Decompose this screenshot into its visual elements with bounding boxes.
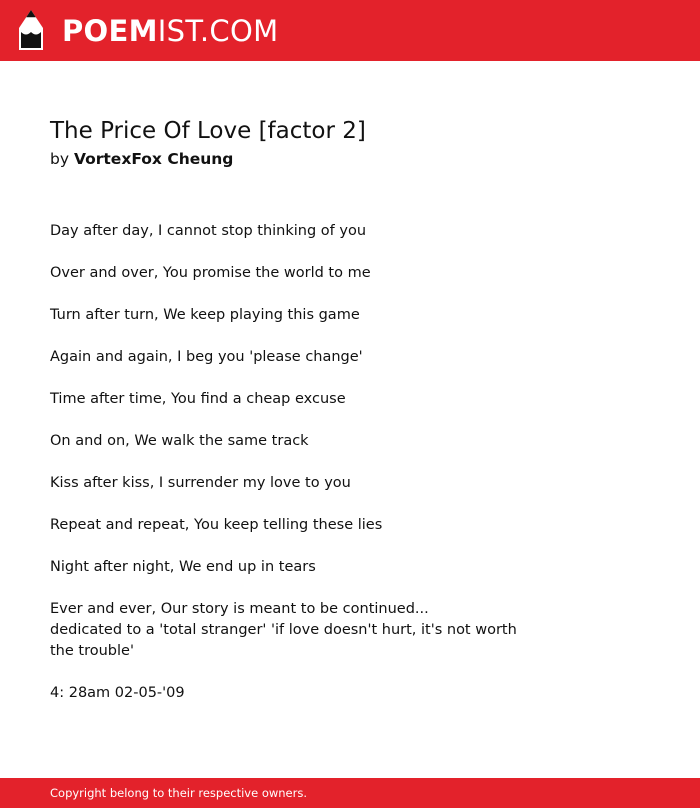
- poem-title: The Price Of Love [factor 2]: [50, 118, 366, 144]
- poem-line: Again and again, I beg you 'please change': [50, 349, 363, 365]
- poem-body: [50, 221, 530, 704]
- logo-word-ist-com: IST.COM: [157, 14, 279, 48]
- poem-line: 4: 28am 02-05-'09: [50, 685, 185, 701]
- poem-line: Over and over, You promise the world to me: [50, 265, 371, 281]
- poem-stanza: [50, 473, 530, 494]
- poem-line: Kiss after kiss, I surrender my love to you: [50, 475, 351, 491]
- poem-stanza: [50, 389, 530, 410]
- poem-line: Turn after turn, We keep playing this game: [50, 307, 360, 323]
- poem-stanza: [50, 305, 530, 326]
- poem-line: On and on, We walk the same track: [50, 433, 309, 449]
- poem-stanza: [50, 221, 530, 242]
- poem-author: VortexFox Cheung: [73, 150, 234, 168]
- footer-copyright: Copyright belong to their respective owners.: [50, 786, 308, 800]
- poem-content: [50, 114, 530, 725]
- site-header: [0, 0, 700, 61]
- poem-line: Day after day, I cannot stop thinking of you: [50, 223, 367, 239]
- logo-word-poem: POEM: [62, 14, 158, 48]
- pencil-tip-icon: [18, 10, 44, 52]
- poem-date: [50, 683, 530, 704]
- site-logo-link[interactable]: [18, 10, 278, 52]
- byline-label: by: [50, 150, 70, 168]
- poem-stanza: [50, 599, 530, 662]
- poem-stanza: [50, 347, 530, 368]
- site-logo-text: [62, 10, 278, 52]
- poem-stanza: [50, 557, 530, 578]
- poem-line: Repeat and repeat, You keep telling these lies: [50, 517, 383, 533]
- poem-line: Time after time, You find a cheap excuse: [50, 391, 346, 407]
- poem-stanza: [50, 431, 530, 452]
- poem-stanza: [50, 515, 530, 536]
- poem-byline: [50, 148, 530, 170]
- poem-dedication: dedicated to a 'total stranger' 'if love doesn't hurt, it's not worth the trouble': [50, 622, 517, 659]
- site-footer: [0, 778, 700, 808]
- poem-stanza: [50, 263, 530, 284]
- poem-line: Ever and ever, Our story is meant to be continued...: [50, 601, 429, 617]
- poem-line: Night after night, We end up in tears: [50, 559, 316, 575]
